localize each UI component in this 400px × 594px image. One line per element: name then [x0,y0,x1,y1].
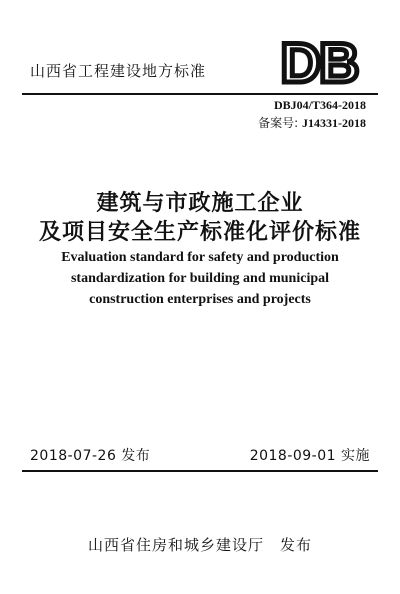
publisher: 山西省住房和城乡建设厅 发布 [87,536,312,554]
top-divider [22,93,378,95]
db-logo [265,34,373,88]
record-line [258,114,366,131]
title-cn-line2: 及项目安全生产标准化评价标准 [38,220,361,245]
record-number: J14331-2018 [302,116,366,130]
db-logo-text: DB [280,34,358,88]
record-label: 备案号: [258,116,299,130]
bottom-divider [22,470,378,472]
issue-date: 2018-07-26 发布 [30,448,151,464]
standard-code: DBJ04/T364-2018 [273,98,366,112]
title-en-line1: Evaluation standard for safety and production [61,250,339,265]
standard-category: 山西省工程建设地方标准 [30,62,207,80]
title-cn-line1: 建筑与市政施工企业 [96,191,304,216]
title-en-line2: standardization for building and municipal [70,271,330,286]
implementation-date: 2018-09-01 实施 [249,448,370,464]
title-en-line3: construction enterprises and projects [89,292,311,307]
